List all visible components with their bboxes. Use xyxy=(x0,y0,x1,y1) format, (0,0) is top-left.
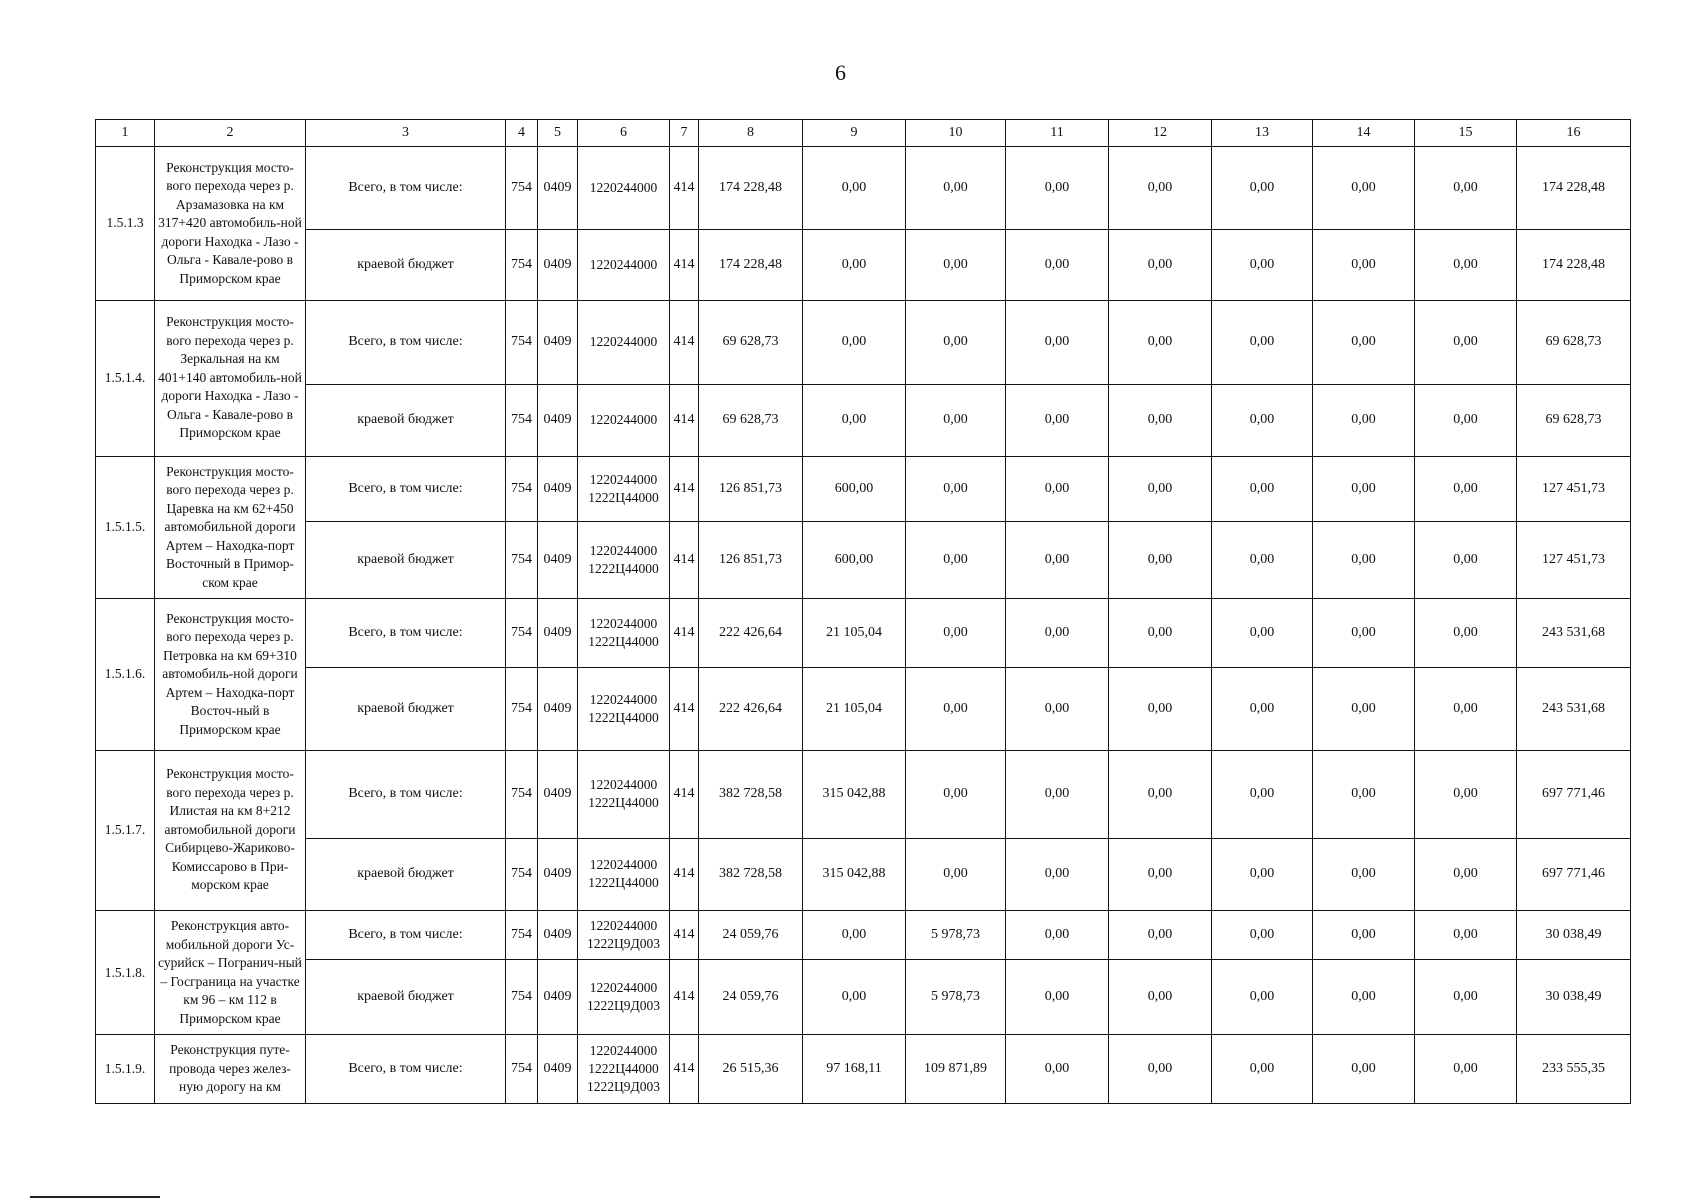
amount-col-10: 0,00 xyxy=(906,147,1006,230)
ministry-code: 754 xyxy=(506,384,538,456)
page-number: 6 xyxy=(835,60,846,85)
target-article-code-line: 1220244000 xyxy=(589,256,658,272)
target-article-code-line: 1222Ц9Д003 xyxy=(587,935,660,951)
target-article-code xyxy=(578,667,670,750)
amount-col-16: 69 628,73 xyxy=(1517,384,1631,456)
column-header-15: 15 xyxy=(1415,120,1517,147)
amount-col-13: 0,00 xyxy=(1212,598,1313,667)
funding-label: Всего, в том числе: xyxy=(306,300,506,384)
amount-col-16: 243 531,68 xyxy=(1517,667,1631,750)
amount-col-8: 126 851,73 xyxy=(699,521,803,598)
target-article-code-line: 1222Ц44000 xyxy=(588,560,659,576)
expense-type-code: 414 xyxy=(670,750,699,838)
table-row xyxy=(96,750,1631,838)
target-article-code-line: 1222Ц44000 xyxy=(588,1061,659,1077)
column-header-10: 10 xyxy=(906,120,1006,147)
amount-col-9: 315 042,88 xyxy=(803,838,906,910)
column-header-11: 11 xyxy=(1006,120,1109,147)
expense-type-code: 414 xyxy=(670,667,699,750)
expense-type-code: 414 xyxy=(670,384,699,456)
target-article-code-line: 1220244000 xyxy=(589,1043,658,1059)
table-body xyxy=(96,147,1631,1104)
amount-col-16: 69 628,73 xyxy=(1517,300,1631,384)
item-name: Реконструкция мосто-вого перехода через р. Арзамазовка на км 317+420 автомобиль-ной дороги Находка - Лазо - Ольга - Кавале-рово в Приморском крае xyxy=(155,147,306,301)
target-article-code xyxy=(578,750,670,838)
expense-type-code: 414 xyxy=(670,521,699,598)
amount-col-13: 0,00 xyxy=(1212,750,1313,838)
table-row xyxy=(96,910,1631,959)
amount-col-12: 0,00 xyxy=(1109,1035,1212,1104)
amount-col-15: 0,00 xyxy=(1415,838,1517,910)
expense-type-code: 414 xyxy=(670,300,699,384)
amount-col-14: 0,00 xyxy=(1313,910,1415,959)
expense-type-code: 414 xyxy=(670,229,699,300)
amount-col-14: 0,00 xyxy=(1313,456,1415,521)
amount-col-12: 0,00 xyxy=(1109,147,1212,230)
funding-label: краевой бюджет xyxy=(306,959,506,1034)
funding-label: Всего, в том числе: xyxy=(306,456,506,521)
target-article-code xyxy=(578,300,670,384)
amount-col-12: 0,00 xyxy=(1109,838,1212,910)
amount-col-16: 243 531,68 xyxy=(1517,598,1631,667)
expense-type-code: 414 xyxy=(670,598,699,667)
table-row xyxy=(96,384,1631,456)
section-code: 0409 xyxy=(538,384,578,456)
column-header-8: 8 xyxy=(699,120,803,147)
target-article-code-line: 1220244000 xyxy=(589,917,658,933)
amount-col-12: 0,00 xyxy=(1109,598,1212,667)
funding-label: Всего, в том числе: xyxy=(306,910,506,959)
amount-col-11: 0,00 xyxy=(1006,959,1109,1034)
item-name: Реконструкция мосто-вого перехода через р. Зеркальная на км 401+140 автомобиль-ной дороги Находка - Лазо - Ольга - Кавале-рово в Приморском крае xyxy=(155,300,306,456)
column-header-7: 7 xyxy=(670,120,699,147)
ministry-code: 754 xyxy=(506,1035,538,1104)
amount-col-13: 0,00 xyxy=(1212,959,1313,1034)
section-code: 0409 xyxy=(538,521,578,598)
amount-col-8: 69 628,73 xyxy=(699,300,803,384)
column-header-9: 9 xyxy=(803,120,906,147)
amount-col-12: 0,00 xyxy=(1109,521,1212,598)
funding-label: краевой бюджет xyxy=(306,229,506,300)
amount-col-14: 0,00 xyxy=(1313,598,1415,667)
amount-col-9: 0,00 xyxy=(803,910,906,959)
amount-col-12: 0,00 xyxy=(1109,456,1212,521)
amount-col-9: 600,00 xyxy=(803,521,906,598)
section-code: 0409 xyxy=(538,667,578,750)
target-article-code-line: 1220244000 xyxy=(589,334,658,350)
amount-col-9: 0,00 xyxy=(803,384,906,456)
target-article-code xyxy=(578,598,670,667)
header-row xyxy=(96,120,1631,147)
amount-col-11: 0,00 xyxy=(1006,384,1109,456)
amount-col-11: 0,00 xyxy=(1006,598,1109,667)
expense-type-code: 414 xyxy=(670,838,699,910)
item-name: Реконструкция путе-провода через желез-ную дорогу на км xyxy=(155,1035,306,1104)
funding-label: краевой бюджет xyxy=(306,521,506,598)
amount-col-12: 0,00 xyxy=(1109,229,1212,300)
amount-col-15: 0,00 xyxy=(1415,384,1517,456)
amount-col-11: 0,00 xyxy=(1006,521,1109,598)
amount-col-15: 0,00 xyxy=(1415,959,1517,1034)
section-code: 0409 xyxy=(538,1035,578,1104)
amount-col-14: 0,00 xyxy=(1313,384,1415,456)
table-row xyxy=(96,838,1631,910)
amount-col-13: 0,00 xyxy=(1212,910,1313,959)
amount-col-11: 0,00 xyxy=(1006,147,1109,230)
amount-col-16: 127 451,73 xyxy=(1517,456,1631,521)
amount-col-8: 26 515,36 xyxy=(699,1035,803,1104)
amount-col-15: 0,00 xyxy=(1415,300,1517,384)
table-row xyxy=(96,959,1631,1034)
amount-col-11: 0,00 xyxy=(1006,456,1109,521)
amount-col-16: 174 228,48 xyxy=(1517,147,1631,230)
amount-col-11: 0,00 xyxy=(1006,750,1109,838)
amount-col-11: 0,00 xyxy=(1006,838,1109,910)
amount-col-16: 233 555,35 xyxy=(1517,1035,1631,1104)
expense-type-code: 414 xyxy=(670,456,699,521)
funding-label: краевой бюджет xyxy=(306,838,506,910)
amount-col-15: 0,00 xyxy=(1415,1035,1517,1104)
column-header-5: 5 xyxy=(538,120,578,147)
table-row xyxy=(96,229,1631,300)
target-article-code-line: 1222Ц9Д003 xyxy=(587,1079,660,1095)
amount-col-9: 0,00 xyxy=(803,300,906,384)
item-number: 1.5.1.9. xyxy=(96,1035,155,1104)
amount-col-12: 0,00 xyxy=(1109,959,1212,1034)
amount-col-14: 0,00 xyxy=(1313,838,1415,910)
ministry-code: 754 xyxy=(506,229,538,300)
expense-type-code: 414 xyxy=(670,1035,699,1104)
amount-col-15: 0,00 xyxy=(1415,521,1517,598)
amount-col-15: 0,00 xyxy=(1415,598,1517,667)
amount-col-12: 0,00 xyxy=(1109,667,1212,750)
amount-col-12: 0,00 xyxy=(1109,750,1212,838)
amount-col-13: 0,00 xyxy=(1212,300,1313,384)
amount-col-14: 0,00 xyxy=(1313,750,1415,838)
amount-col-11: 0,00 xyxy=(1006,910,1109,959)
section-code: 0409 xyxy=(538,598,578,667)
amount-col-14: 0,00 xyxy=(1313,229,1415,300)
section-code: 0409 xyxy=(538,910,578,959)
amount-col-10: 0,00 xyxy=(906,229,1006,300)
column-header-4: 4 xyxy=(506,120,538,147)
target-article-code xyxy=(578,910,670,959)
target-article-code-line: 1220244000 xyxy=(589,471,658,487)
amount-col-8: 126 851,73 xyxy=(699,456,803,521)
amount-col-9: 600,00 xyxy=(803,456,906,521)
amount-col-10: 0,00 xyxy=(906,456,1006,521)
column-header-6: 6 xyxy=(578,120,670,147)
column-header-14: 14 xyxy=(1313,120,1415,147)
funding-label: Всего, в том числе: xyxy=(306,598,506,667)
target-article-code xyxy=(578,229,670,300)
amount-col-10: 0,00 xyxy=(906,667,1006,750)
target-article-code xyxy=(578,147,670,230)
amount-col-8: 382 728,58 xyxy=(699,838,803,910)
amount-col-13: 0,00 xyxy=(1212,456,1313,521)
section-code: 0409 xyxy=(538,959,578,1034)
expense-type-code: 414 xyxy=(670,147,699,230)
amount-col-13: 0,00 xyxy=(1212,384,1313,456)
table-row xyxy=(96,521,1631,598)
funding-label: краевой бюджет xyxy=(306,667,506,750)
amount-col-13: 0,00 xyxy=(1212,667,1313,750)
column-header-16: 16 xyxy=(1517,120,1631,147)
target-article-code-line: 1220244000 xyxy=(589,980,658,996)
amount-col-14: 0,00 xyxy=(1313,521,1415,598)
funding-label: краевой бюджет xyxy=(306,384,506,456)
table-row xyxy=(96,147,1631,230)
amount-col-10: 0,00 xyxy=(906,300,1006,384)
amount-col-16: 697 771,46 xyxy=(1517,750,1631,838)
amount-col-14: 0,00 xyxy=(1313,147,1415,230)
amount-col-9: 97 168,11 xyxy=(803,1035,906,1104)
section-code: 0409 xyxy=(538,300,578,384)
amount-col-8: 222 426,64 xyxy=(699,667,803,750)
amount-col-9: 315 042,88 xyxy=(803,750,906,838)
funding-label: Всего, в том числе: xyxy=(306,1035,506,1104)
amount-col-14: 0,00 xyxy=(1313,1035,1415,1104)
target-article-code-line: 1222Ц44000 xyxy=(588,709,659,725)
amount-col-16: 30 038,49 xyxy=(1517,959,1631,1034)
amount-col-12: 0,00 xyxy=(1109,910,1212,959)
amount-col-8: 174 228,48 xyxy=(699,147,803,230)
amount-col-11: 0,00 xyxy=(1006,229,1109,300)
amount-col-9: 21 105,04 xyxy=(803,598,906,667)
item-name: Реконструкция мосто-вого перехода через р. Петровка на км 69+310 автомобиль-ной дороги Артем – Находка-порт Восточ-ный в Приморском крае xyxy=(155,598,306,750)
target-article-code xyxy=(578,838,670,910)
ministry-code: 754 xyxy=(506,959,538,1034)
item-name: Реконструкция мосто-вого перехода через р. Илистая на км 8+212 автомобильной дороги Сибирцево-Жариково-Комиссарово в При-морском крае xyxy=(155,750,306,910)
amount-col-10: 0,00 xyxy=(906,750,1006,838)
amount-col-15: 0,00 xyxy=(1415,910,1517,959)
ministry-code: 754 xyxy=(506,667,538,750)
amount-col-13: 0,00 xyxy=(1212,229,1313,300)
amount-col-15: 0,00 xyxy=(1415,229,1517,300)
ministry-code: 754 xyxy=(506,598,538,667)
ministry-code: 754 xyxy=(506,300,538,384)
section-code: 0409 xyxy=(538,838,578,910)
target-article-code-line: 1220244000 xyxy=(589,777,658,793)
amount-col-16: 174 228,48 xyxy=(1517,229,1631,300)
target-article-code-line: 1222Ц44000 xyxy=(588,633,659,649)
amount-col-13: 0,00 xyxy=(1212,521,1313,598)
column-header-3: 3 xyxy=(306,120,506,147)
expense-type-code: 414 xyxy=(670,959,699,1034)
funding-label: Всего, в том числе: xyxy=(306,147,506,230)
item-number: 1.5.1.4. xyxy=(96,300,155,456)
ministry-code: 754 xyxy=(506,750,538,838)
item-number: 1.5.1.6. xyxy=(96,598,155,750)
budget-table xyxy=(95,119,1631,1104)
amount-col-12: 0,00 xyxy=(1109,384,1212,456)
amount-col-14: 0,00 xyxy=(1313,959,1415,1034)
column-header-12: 12 xyxy=(1109,120,1212,147)
target-article-code-line: 1222Ц44000 xyxy=(588,795,659,811)
target-article-code xyxy=(578,384,670,456)
target-article-code-line: 1222Ц44000 xyxy=(588,875,659,891)
amount-col-8: 382 728,58 xyxy=(699,750,803,838)
amount-col-10: 5 978,73 xyxy=(906,910,1006,959)
target-article-code-line: 1220244000 xyxy=(589,412,658,428)
amount-col-12: 0,00 xyxy=(1109,300,1212,384)
amount-col-11: 0,00 xyxy=(1006,1035,1109,1104)
column-header-13: 13 xyxy=(1212,120,1313,147)
expense-type-code: 414 xyxy=(670,910,699,959)
ministry-code: 754 xyxy=(506,456,538,521)
ministry-code: 754 xyxy=(506,910,538,959)
item-number: 1.5.1.5. xyxy=(96,456,155,598)
amount-col-10: 5 978,73 xyxy=(906,959,1006,1034)
target-article-code-line: 1220244000 xyxy=(589,179,658,195)
target-article-code xyxy=(578,959,670,1034)
column-header-2: 2 xyxy=(155,120,306,147)
target-article-code xyxy=(578,1035,670,1104)
item-name: Реконструкция авто-мобильной дороги Ус-сурийск – Погранич-ный – Госграница на участке км 96 – км 112 в Приморском крае xyxy=(155,910,306,1034)
target-article-code-line: 1220244000 xyxy=(589,691,658,707)
amount-col-8: 174 228,48 xyxy=(699,229,803,300)
amount-col-8: 222 426,64 xyxy=(699,598,803,667)
amount-col-9: 21 105,04 xyxy=(803,667,906,750)
amount-col-13: 0,00 xyxy=(1212,147,1313,230)
column-header-1: 1 xyxy=(96,120,155,147)
ministry-code: 754 xyxy=(506,147,538,230)
target-article-code xyxy=(578,456,670,521)
section-code: 0409 xyxy=(538,456,578,521)
amount-col-16: 697 771,46 xyxy=(1517,838,1631,910)
item-number: 1.5.1.7. xyxy=(96,750,155,910)
amount-col-11: 0,00 xyxy=(1006,300,1109,384)
item-name: Реконструкция мосто-вого перехода через р. Царевка на км 62+450 автомобильной дороги Артем – Находка-порт Восточный в Примор-ском крае xyxy=(155,456,306,598)
target-article-code-line: 1222Ц44000 xyxy=(588,489,659,505)
amount-col-16: 30 038,49 xyxy=(1517,910,1631,959)
ministry-code: 754 xyxy=(506,521,538,598)
amount-col-8: 24 059,76 xyxy=(699,959,803,1034)
section-code: 0409 xyxy=(538,750,578,838)
amount-col-8: 69 628,73 xyxy=(699,384,803,456)
amount-col-9: 0,00 xyxy=(803,959,906,1034)
amount-col-10: 0,00 xyxy=(906,838,1006,910)
amount-col-16: 127 451,73 xyxy=(1517,521,1631,598)
ministry-code: 754 xyxy=(506,838,538,910)
amount-col-15: 0,00 xyxy=(1415,667,1517,750)
target-article-code-line: 1220244000 xyxy=(589,615,658,631)
table-row xyxy=(96,456,1631,521)
amount-col-9: 0,00 xyxy=(803,147,906,230)
section-code: 0409 xyxy=(538,229,578,300)
item-number: 1.5.1.3 xyxy=(96,147,155,301)
table-row xyxy=(96,300,1631,384)
amount-col-15: 0,00 xyxy=(1415,456,1517,521)
amount-col-14: 0,00 xyxy=(1313,300,1415,384)
amount-col-10: 0,00 xyxy=(906,598,1006,667)
amount-col-11: 0,00 xyxy=(1006,667,1109,750)
amount-col-13: 0,00 xyxy=(1212,838,1313,910)
amount-col-8: 24 059,76 xyxy=(699,910,803,959)
funding-label: Всего, в том числе: xyxy=(306,750,506,838)
amount-col-13: 0,00 xyxy=(1212,1035,1313,1104)
target-article-code xyxy=(578,521,670,598)
amount-col-9: 0,00 xyxy=(803,229,906,300)
footnote-separator xyxy=(30,1196,160,1198)
amount-col-14: 0,00 xyxy=(1313,667,1415,750)
section-code: 0409 xyxy=(538,147,578,230)
amount-col-15: 0,00 xyxy=(1415,750,1517,838)
target-article-code-line: 1220244000 xyxy=(589,542,658,558)
target-article-code-line: 1220244000 xyxy=(589,857,658,873)
amount-col-10: 109 871,89 xyxy=(906,1035,1006,1104)
amount-col-10: 0,00 xyxy=(906,521,1006,598)
item-number: 1.5.1.8. xyxy=(96,910,155,1034)
table-row xyxy=(96,598,1631,667)
amount-col-10: 0,00 xyxy=(906,384,1006,456)
table-row xyxy=(96,1035,1631,1104)
target-article-code-line: 1222Ц9Д003 xyxy=(587,998,660,1014)
amount-col-15: 0,00 xyxy=(1415,147,1517,230)
table-row xyxy=(96,667,1631,750)
